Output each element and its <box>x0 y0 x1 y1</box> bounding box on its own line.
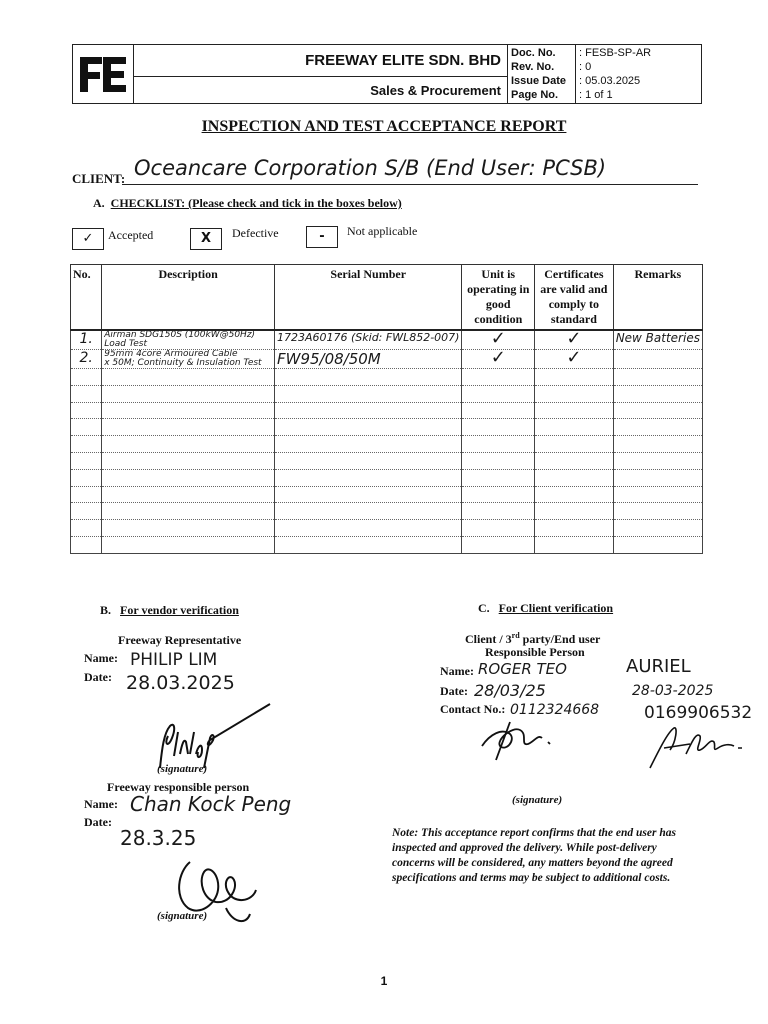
issue-date-value: : 05.03.2025 <box>579 75 641 87</box>
report-title: INSPECTION AND TEST ACCEPTANCE REPORT <box>201 118 567 135</box>
client-date-value: 28/03/25 <box>474 681 546 700</box>
col-unit-header: Unit is operating in good condition <box>462 265 535 331</box>
table-row <box>71 503 703 520</box>
client-contact-value: 0112324668 <box>510 702 600 718</box>
row-serial: FW95/08/50M <box>274 350 461 369</box>
table-row <box>71 369 703 386</box>
vendor-verification-heading <box>100 603 239 618</box>
vendor-date-value: 28.03.2025 <box>126 672 235 694</box>
row-description <box>102 350 275 369</box>
row-remarks: New Batteries <box>613 330 702 350</box>
row-no: 2. <box>71 350 102 369</box>
issue-date-label: Issue Date <box>511 75 567 87</box>
freeway-responsible-title: Freeway responsible person <box>107 780 250 794</box>
checklist-title: CHECKLIST: (Please check and tick in the boxes below) <box>110 196 402 210</box>
page-no-value: : 1 of 1 <box>579 89 613 101</box>
checklist-heading <box>93 196 402 211</box>
vendor-name-label: Name: <box>84 651 118 665</box>
row-description-line1: 95mm 4core Armoured Cable <box>104 349 238 359</box>
responsible-signature-label: (signature) <box>157 910 208 922</box>
page-no-row <box>509 88 701 102</box>
client-name-value: ROGER TEO <box>478 660 567 678</box>
client-verification-heading-text: For Client verification <box>498 601 614 615</box>
client-verification-heading <box>478 601 613 616</box>
header-title-cell <box>134 45 508 103</box>
defective-legend-label: Defective <box>232 226 279 240</box>
row-unit-check: ✓ <box>462 330 535 350</box>
client-signature-label: (signature) <box>512 794 563 806</box>
responsible-name-label: Name: <box>84 797 118 811</box>
row-description-line1: Airman SDG150S (100kW@50Hz) <box>104 330 256 340</box>
not-applicable-legend-label: Not applicable <box>347 224 418 238</box>
second-person-name: AURIEL <box>626 656 691 677</box>
table-row <box>71 520 703 537</box>
rev-no-row <box>509 60 701 74</box>
inspection-table <box>70 264 703 554</box>
row-description-line2: x 50M; Continuity & Insulation Test <box>104 358 262 368</box>
vendor-date-label: Date: <box>84 670 112 684</box>
defective-legend-box: X <box>190 228 222 250</box>
doc-no-row <box>509 46 701 60</box>
col-description-header: Description <box>102 265 275 331</box>
client-underline <box>122 184 698 185</box>
row-unit-check: ✓ <box>462 350 535 369</box>
client-date-label: Date: <box>440 684 468 698</box>
company-name: FREEWAY ELITE SDN. BHD <box>134 45 507 77</box>
rev-no-value: : 0 <box>579 61 592 73</box>
fe-logo-icon <box>73 45 133 103</box>
accepted-legend-box: ✓ <box>72 228 104 250</box>
table-row <box>71 350 703 369</box>
page-no-label: Page No. <box>511 89 559 101</box>
table-row <box>71 452 703 469</box>
company-logo <box>73 45 134 103</box>
doc-no-label: Doc. No. <box>511 47 556 59</box>
row-cert-check: ✓ <box>535 330 614 350</box>
issue-date-row <box>509 74 701 88</box>
client-value: Oceancare Corporation S/B (End User: PCSB) <box>134 156 607 180</box>
vendor-prefix: B. <box>100 603 112 617</box>
responsible-name-value: Chan Kock Peng <box>130 792 292 816</box>
department-name: Sales & Procurement <box>370 83 501 98</box>
responsible-date-label: Date: <box>84 815 112 829</box>
page-number: 1 <box>380 974 388 988</box>
client-person-title: Client / 3rd party/End user <box>465 631 601 646</box>
second-person-date: 28-03-2025 <box>632 683 714 699</box>
client-verification-prefix: C. <box>478 601 490 615</box>
row-remarks <box>613 350 702 369</box>
row-description-line2: Load Test <box>104 339 147 349</box>
table-header-row <box>71 265 703 331</box>
acceptance-note: Note: This acceptance report confirms that the end user has inspected and approved the delivery. While post-delivery concerns will be considered, any matters beyond the agreed specifications and terms may be subject to additional costs. <box>392 827 676 884</box>
checklist-prefix: A. <box>93 196 105 210</box>
not-applicable-legend-box: - <box>306 226 338 248</box>
row-cert-check: ✓ <box>535 350 614 369</box>
row-serial: 1723A60176 (Skid: FWL852-007) <box>274 330 461 350</box>
accepted-legend-label: Accepted <box>108 228 154 242</box>
client-label: CLIENT: <box>72 171 126 186</box>
col-remarks-header: Remarks <box>613 265 702 331</box>
client-person-subtitle: Responsible Person <box>485 645 585 659</box>
client-signature <box>476 716 556 768</box>
col-no-header: No. <box>71 265 102 331</box>
freeway-representative-title: Freeway Representative <box>118 633 242 647</box>
table-row <box>71 536 703 553</box>
responsible-date-value: 28.3.25 <box>120 826 197 850</box>
second-client-signature <box>646 718 746 772</box>
table-row <box>71 419 703 436</box>
table-row <box>71 385 703 402</box>
client-contact-label: Contact No.: <box>440 702 506 716</box>
vendor-name-value: PHILIP LIM <box>130 650 218 670</box>
doc-no-value: : FESB-SP-AR <box>579 47 652 59</box>
table-row <box>71 436 703 453</box>
document-meta <box>509 45 701 103</box>
row-description <box>102 330 275 350</box>
col-certificates-header: Certificates are valid and comply to standard <box>535 265 614 331</box>
vendor-signature-label: (signature) <box>157 763 208 775</box>
table-row <box>71 330 703 350</box>
col-serial-header: Serial Number <box>274 265 461 331</box>
table-row <box>71 486 703 503</box>
table-row <box>71 402 703 419</box>
row-no: 1. <box>71 330 102 350</box>
client-name-label: Name: <box>440 664 474 678</box>
document-header <box>72 44 702 104</box>
second-person-contact: 0169906532 <box>644 703 753 723</box>
table-row <box>71 469 703 486</box>
vendor-heading-text: For vendor verification <box>120 603 239 617</box>
rev-no-label: Rev. No. <box>511 61 555 73</box>
